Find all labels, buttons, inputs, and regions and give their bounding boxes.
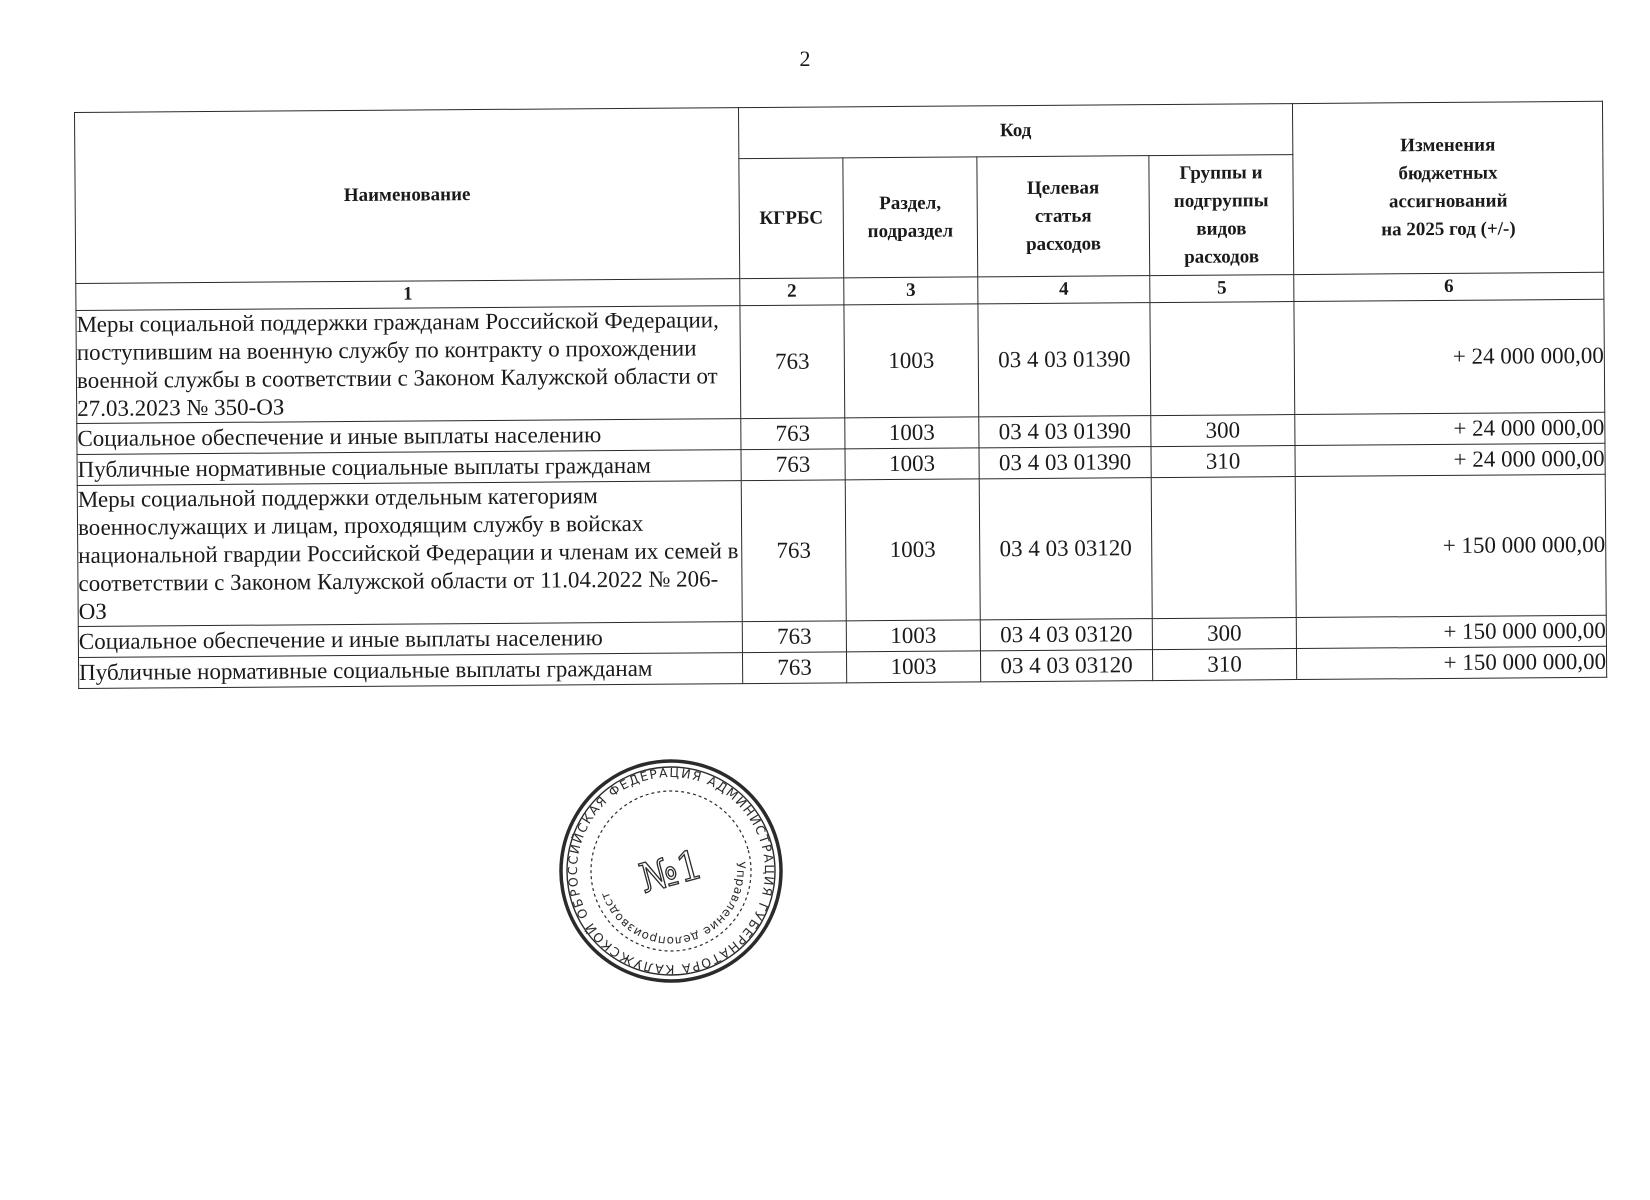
- header-target: [977, 156, 1150, 277]
- row-target: 03 4 03 03120: [980, 619, 1152, 651]
- row-kgrbs: 763: [741, 418, 845, 450]
- header-changes: [1293, 101, 1604, 274]
- column-number: 5: [1150, 275, 1294, 303]
- row-kgrbs: 763: [742, 621, 846, 653]
- row-section: 1003: [845, 479, 980, 621]
- row-kgrbs: 763: [741, 480, 846, 622]
- header-changes-line: Изменения: [1400, 134, 1496, 157]
- header-changes-line: ассигнований: [1388, 190, 1508, 213]
- row-section: 1003: [846, 620, 980, 652]
- row-kgrbs: 763: [741, 449, 845, 481]
- row-section: 1003: [844, 304, 979, 418]
- seal-graphic: [533, 733, 810, 1010]
- header-changes-line: бюджетных: [1398, 162, 1498, 185]
- header-target-line: расходов: [1025, 232, 1102, 255]
- row-target: 03 4 03 01390: [979, 416, 1151, 448]
- column-number: 4: [978, 276, 1150, 304]
- row-name: Социальное обеспечение и иные выплаты населению: [78, 622, 742, 658]
- row-section: 1003: [846, 651, 980, 683]
- budget-table: [74, 101, 1607, 689]
- row-group: 310: [1152, 649, 1296, 681]
- row-name: Меры социальной поддержки отдельным категориям военнослужащих и лицам, проходящим службу в войсках национальной гвардии Российской Федерации и членам их семей в соответствии с Законом Калужской области от 11.04.2022 № 206-ОЗ: [77, 481, 742, 627]
- official-seal: [533, 733, 810, 1010]
- row-group: 310: [1151, 446, 1295, 478]
- header-section-line: подраздел: [867, 220, 954, 242]
- page-number: 2: [799, 46, 811, 71]
- row-name: Меры социальной поддержки гражданам Российской Федерации, поступившим на военную службу по контракту о прохождении военной службы в соответствии с Законом Калужской области от 27.03.2023 № 350-ОЗ: [76, 306, 741, 424]
- row-amount: + 150 000 000,00: [1295, 474, 1606, 617]
- header-target-line: Целевая: [1026, 176, 1100, 199]
- header-changes-line: на 2025 год (+/-): [1381, 218, 1516, 241]
- row-target: 03 4 03 03120: [979, 478, 1152, 620]
- header-section-line: Раздел,: [879, 192, 942, 214]
- row-section: 1003: [845, 417, 979, 449]
- row-amount: + 24 000 000,00: [1295, 412, 1605, 445]
- header-groups-line: видов: [1196, 217, 1247, 240]
- row-amount: + 150 000 000,00: [1296, 646, 1606, 679]
- row-group: 300: [1151, 415, 1295, 447]
- row-amount: + 150 000 000,00: [1296, 615, 1606, 648]
- seal-inner-text-path: Управление делопроизводства: [532, 779, 749, 949]
- row-target: 03 4 03 03120: [980, 650, 1152, 682]
- column-number: 2: [740, 278, 844, 306]
- header-code: Код: [738, 104, 1292, 159]
- column-number: 1: [76, 279, 740, 311]
- row-name: Публичные нормативные социальные выплаты гражданам: [77, 450, 741, 486]
- header-kgrbs: КГРБС: [739, 158, 844, 279]
- table-row: [76, 299, 1605, 423]
- header-groups-line: подгруппы: [1173, 189, 1269, 212]
- header-groups: [1149, 155, 1294, 276]
- row-kgrbs: 763: [742, 652, 846, 684]
- header-section: [843, 157, 978, 278]
- row-group: [1150, 302, 1295, 416]
- row-section: 1003: [845, 448, 979, 480]
- header-target-line: статья: [1034, 205, 1092, 227]
- column-number: 3: [844, 277, 978, 305]
- row-name: Публичные нормативные социальные выплаты гражданам: [78, 653, 742, 689]
- column-number: 6: [1294, 272, 1604, 301]
- seal-outer-text-path: РОССИЙСКАЯ ФЕДЕРАЦИЯ АДМИНИСТРАЦИЯ ГУБЕРНАТОРА КАЛУЖСКОЙ ОБЛАСТИ: [532, 764, 778, 978]
- row-target: 03 4 03 01390: [978, 303, 1151, 417]
- row-group: 300: [1152, 618, 1296, 650]
- header-groups-line: расходов: [1184, 245, 1260, 268]
- row-name: Социальное обеспечение и иные выплаты населению: [77, 419, 741, 455]
- budget-table-wrapper: [74, 101, 1606, 689]
- seal-center-number: №1: [634, 841, 708, 903]
- header-groups-line: Группы и: [1179, 161, 1263, 184]
- row-group: [1151, 477, 1296, 619]
- row-target: 03 4 03 01390: [979, 447, 1151, 479]
- row-amount: + 24 000 000,00: [1294, 299, 1605, 414]
- row-kgrbs: 763: [740, 305, 845, 419]
- table-row: [77, 474, 1606, 626]
- header-name: Наименование: [75, 108, 740, 284]
- row-amount: + 24 000 000,00: [1295, 443, 1605, 476]
